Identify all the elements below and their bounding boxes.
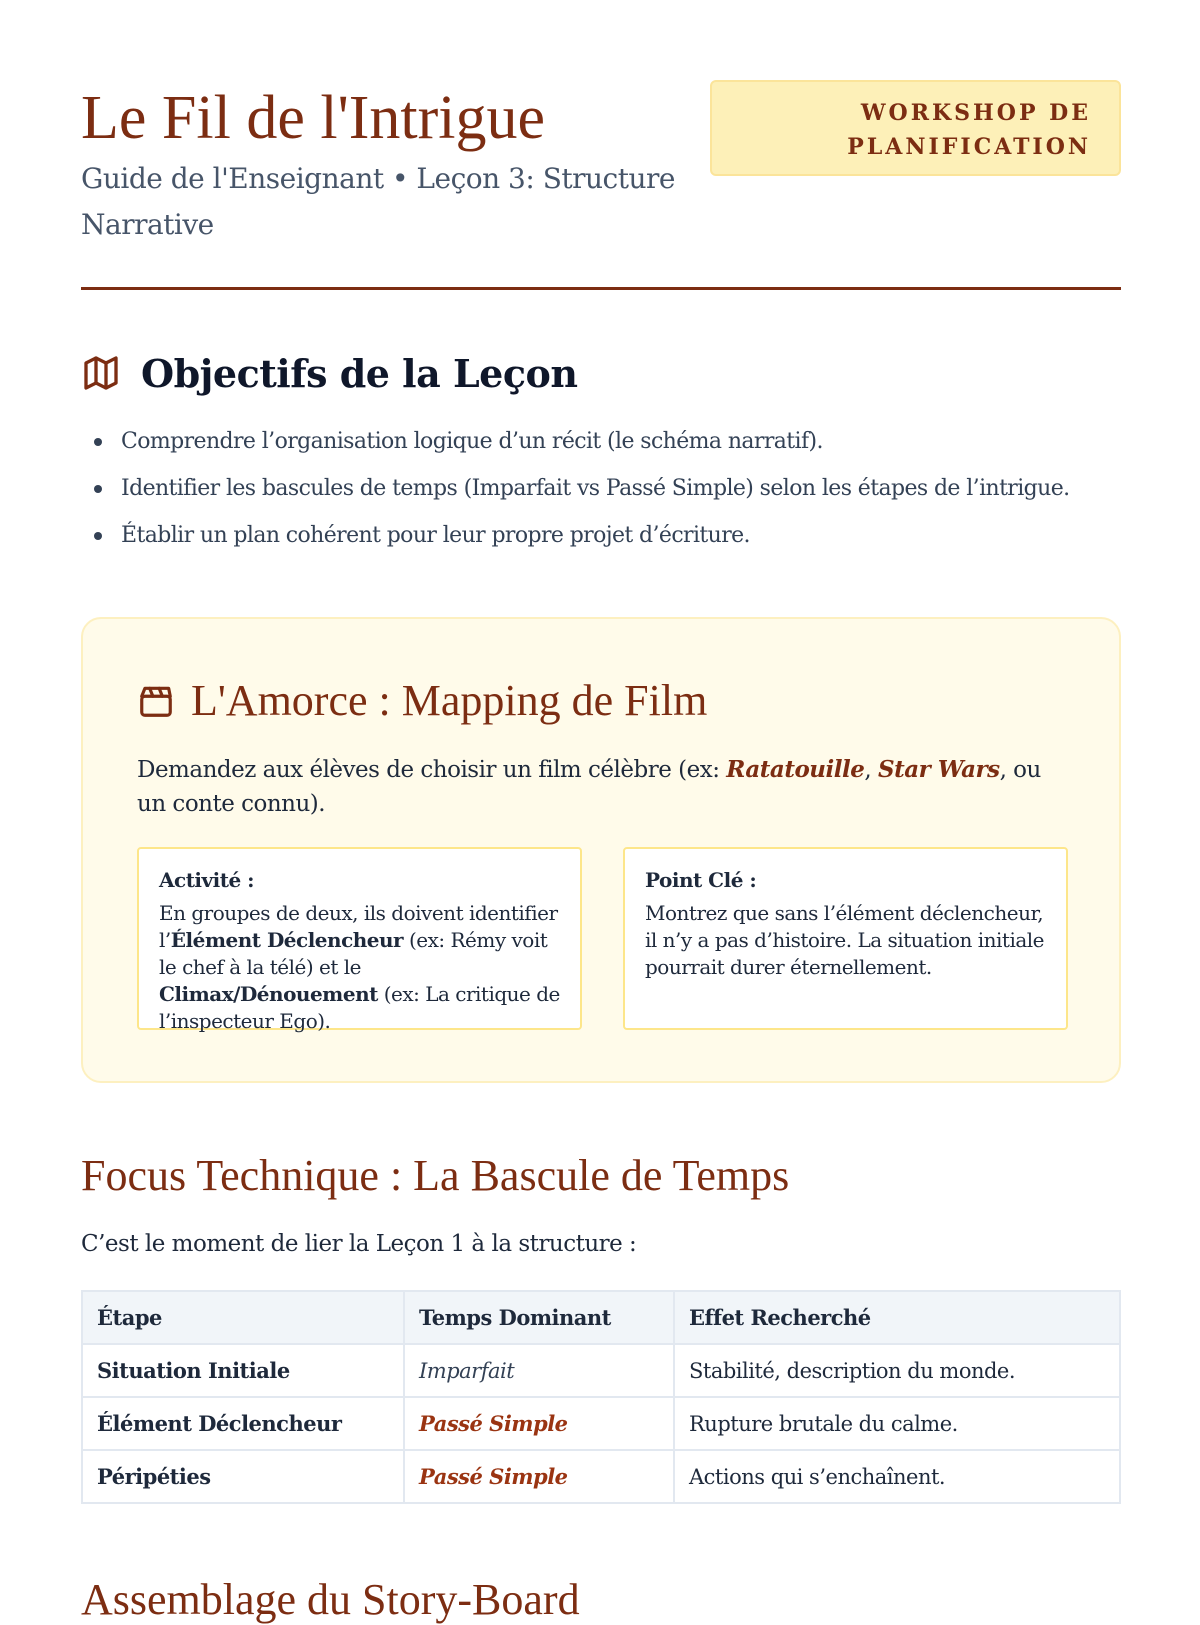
hook-intro [137, 753, 1057, 821]
keypoint-label: Point Clé : [645, 868, 757, 892]
table-row [82, 1344, 1120, 1397]
activity-text: (ex: La critique de l’inspecteur Ego). [159, 982, 560, 1033]
column-header: Temps Dominant [404, 1291, 674, 1344]
workshop-badge [710, 80, 1121, 176]
film-title: Star Wars [878, 756, 1000, 783]
intro-text: Demandez aux élèves de choisir un film célèbre (ex: [137, 757, 727, 783]
list-item: Identifier les bascules de temps (Imparfait vs Passé Simple) selon les étapes de l’intrigue. [81, 465, 1121, 512]
table-row [82, 1397, 1120, 1450]
intro-text: , ou un conte connu). [137, 757, 1041, 817]
hook-heading-row [137, 675, 707, 726]
stage-cell: Péripéties [82, 1450, 404, 1503]
stage-cell: Situation Initiale [82, 1344, 404, 1397]
tense-table [81, 1290, 1121, 1504]
table-row [82, 1450, 1120, 1503]
column-header: Effet Recherché [674, 1291, 1120, 1344]
objectives-heading-row [81, 345, 577, 401]
list-item: Établir un plan cohérent pour leur propre projet d’écriture. [81, 512, 1121, 559]
map-icon [81, 353, 121, 393]
activity-card [137, 847, 582, 1033]
keypoint-text: Montrez que sans l’élément déclencheur, il n’y a pas d’histoire. La situation initiale pourrait durer éternellement. [645, 901, 1045, 979]
activity-term: Climax/Dénouement [159, 982, 378, 1006]
focus-intro: C’est le moment de lier la Leçon 1 à la structure : [81, 1231, 637, 1257]
page-subtitle: Guide de l'Enseignant • Leçon 3: Structure Narrative [81, 162, 675, 241]
clapperboard-icon [137, 682, 175, 720]
tense-cell: Passé Simple [404, 1397, 674, 1450]
hook-callout [81, 617, 1121, 1083]
activity-label: Activité : [159, 868, 255, 892]
badge-line-1: WORKSHOP DE [860, 100, 1091, 126]
next-section-heading: Assemblage du Story-Board [81, 1575, 580, 1624]
header [81, 80, 1121, 290]
activity-text: (ex: Rémy voit le chef à la télé) et le [159, 928, 548, 979]
activity-text: En groupes de deux, ils doivent identifier l’ [159, 901, 558, 952]
list-item: Comprendre l’organisation logique d’un récit (le schéma narratif). [81, 418, 1121, 465]
keypoint-card [623, 847, 1068, 1030]
effect-cell: Rupture brutale du calme. [674, 1397, 1120, 1450]
hook-heading: L'Amorce : Mapping de Film [191, 676, 708, 725]
tense-cell: Imparfait [404, 1344, 674, 1397]
badge-line-2: PLANIFICATION [847, 134, 1091, 160]
page-title: Le Fil de l'Intrigue [81, 84, 546, 152]
tense-cell: Passé Simple [404, 1450, 674, 1503]
column-header: Étape [82, 1291, 404, 1344]
film-title: Ratatouille [726, 756, 865, 783]
intro-separator: , [864, 757, 878, 783]
objectives-list [81, 418, 1121, 559]
stage-cell: Élément Déclencheur [82, 1397, 404, 1450]
activity-term: Élément Déclencheur [170, 928, 404, 952]
table-header-row [82, 1291, 1120, 1344]
objectives-heading: Objectifs de la Leçon [141, 350, 578, 396]
effect-cell: Stabilité, description du monde. [674, 1344, 1120, 1397]
header-divider [81, 287, 1121, 290]
effect-cell: Actions qui s’enchaînent. [674, 1450, 1120, 1503]
focus-heading: Focus Technique : La Bascule de Temps [81, 1151, 790, 1200]
